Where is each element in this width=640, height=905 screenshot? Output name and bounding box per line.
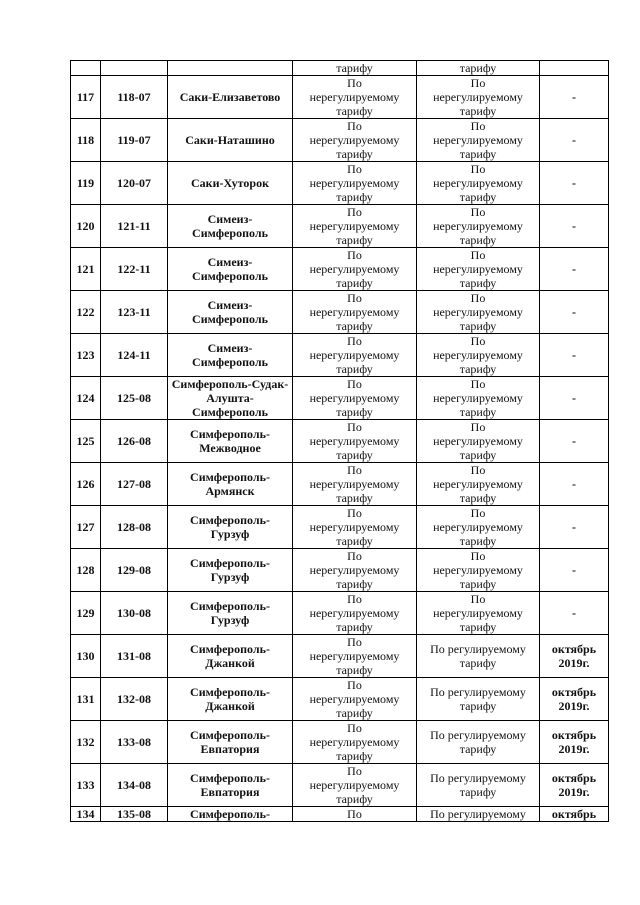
cell-line: Гурзуф — [210, 570, 250, 584]
cell-tariff-planned: тарифу — [417, 61, 540, 76]
cell-route-code: 132-08 — [101, 678, 168, 721]
cell-route-code: 119-07 — [101, 119, 168, 162]
cell-line: - — [572, 477, 576, 491]
cell-line: тарифу — [459, 362, 497, 376]
cell-line: Саки-Хуторок — [190, 176, 270, 190]
cell-line: нерегулируемому — [309, 520, 400, 534]
cell-line: Симферополь — [192, 355, 268, 369]
cell-tariff-current — [293, 463, 417, 506]
cell-line: По регулируемому — [430, 771, 526, 785]
cell-line: тарифу — [336, 362, 373, 376]
cell-date — [540, 592, 609, 635]
cell-line: Джанкой — [205, 656, 255, 670]
cell-route-name — [168, 764, 293, 807]
cell-route-name — [168, 248, 293, 291]
cell-line: По — [347, 377, 362, 391]
cell-route-code: 133-08 — [101, 721, 168, 764]
cell-route-code: 134-08 — [101, 764, 168, 807]
cell-line: По — [470, 420, 486, 434]
cell-line: тарифу — [336, 104, 373, 118]
cell-tariff-planned — [417, 334, 540, 377]
cell-tariff-current — [293, 119, 417, 162]
cell-line: октябрь — [551, 685, 597, 699]
cell-tariff-planned: По регулируемому — [417, 807, 540, 822]
cell-line: - — [572, 606, 576, 620]
cell-line: 2019г. — [558, 785, 590, 799]
cell-line: тарифу — [336, 792, 373, 806]
cell-route-name — [168, 721, 293, 764]
cell-route-code: 120-07 — [101, 162, 168, 205]
cell-line: - — [572, 90, 576, 104]
cell-line: тарифу — [336, 147, 373, 161]
cell-line: нерегулируемому — [309, 649, 400, 663]
cell-route-code — [101, 61, 168, 76]
cell-line: Саки-Елизаветово — [179, 90, 281, 104]
cell-tariff-current — [293, 721, 417, 764]
cell-line: Симферополь- — [190, 556, 270, 570]
table-row — [71, 635, 609, 678]
cell-line: тарифу — [336, 534, 373, 548]
cell-line: нерегулируемому — [433, 606, 523, 620]
cell-tariff-current — [293, 506, 417, 549]
cell-line: тарифу — [459, 534, 497, 548]
cell-line: По — [347, 162, 362, 176]
cell-tariff-planned — [417, 463, 540, 506]
cell-line: тарифу — [336, 663, 373, 677]
cell-line: Симеиз- — [207, 341, 253, 355]
cell-line: тарифу — [459, 448, 497, 462]
cell-date — [540, 377, 609, 420]
cell-tariff-planned — [417, 420, 540, 463]
cell-tariff-planned — [417, 162, 540, 205]
cell-line: По — [347, 635, 362, 649]
cell-line: - — [572, 133, 576, 147]
cell-route-name — [168, 420, 293, 463]
cell-line: По — [347, 248, 362, 262]
cell-tariff-current — [293, 549, 417, 592]
cell-line: нерегулируемому — [309, 391, 400, 405]
cell-line: Джанкой — [205, 699, 255, 713]
table-row — [71, 334, 609, 377]
cell-tariff-current — [293, 592, 417, 635]
cell-tariff-current — [293, 420, 417, 463]
cell-date — [540, 291, 609, 334]
cell-tariff-planned — [417, 506, 540, 549]
cell-tariff-planned — [417, 678, 540, 721]
cell-line: По — [470, 377, 486, 391]
cell-line: - — [572, 305, 576, 319]
cell-tariff-planned — [417, 549, 540, 592]
cell-line: тарифу — [459, 699, 497, 713]
cell-line: нерегулируемому — [309, 90, 400, 104]
table-row — [71, 420, 609, 463]
cell-line: нерегулируемому — [433, 520, 523, 534]
cell-route-code: 128-08 — [101, 506, 168, 549]
cell-line: По — [347, 291, 362, 305]
table-row — [71, 549, 609, 592]
cell-line: - — [572, 176, 576, 190]
cell-line: По — [347, 463, 362, 477]
cell-number: 127 — [71, 506, 101, 549]
cell-line: тарифу — [459, 577, 497, 591]
cell-line: По — [470, 592, 486, 606]
cell-line: По — [470, 334, 486, 348]
cell-number: 133 — [71, 764, 101, 807]
cell-line: нерегулируемому — [309, 262, 400, 276]
cell-line: октябрь — [551, 771, 597, 785]
cell-route-name — [168, 162, 293, 205]
cell-date — [540, 61, 609, 76]
cell-line: тарифу — [336, 491, 373, 505]
cell-route-code: 124-11 — [101, 334, 168, 377]
cell-date — [540, 420, 609, 463]
cell-line: - — [572, 434, 576, 448]
cell-line: октябрь — [551, 728, 597, 742]
cell-route-code: 121-11 — [101, 205, 168, 248]
cell-line: Симферополь- — [190, 771, 270, 785]
cell-line: Симферополь- — [190, 728, 270, 742]
cell-tariff-planned — [417, 205, 540, 248]
cell-route-name — [168, 506, 293, 549]
cell-tariff-current — [293, 205, 417, 248]
table-row — [71, 506, 609, 549]
cell-line: тарифу — [336, 706, 373, 720]
cell-number: 123 — [71, 334, 101, 377]
cell-line: нерегулируемому — [309, 692, 400, 706]
cell-route-name — [168, 76, 293, 119]
cell-route-name — [168, 205, 293, 248]
cell-line: тарифу — [336, 749, 373, 763]
cell-date — [540, 721, 609, 764]
cell-line: 2019г. — [558, 656, 590, 670]
cell-line: нерегулируемому — [309, 778, 400, 792]
cell-route-name — [168, 678, 293, 721]
cell-line: тарифу — [459, 620, 497, 634]
cell-line: Симферополь-Судак- — [171, 377, 289, 391]
cell-tariff-planned — [417, 592, 540, 635]
cell-route-code: 127-08 — [101, 463, 168, 506]
table-row — [71, 463, 609, 506]
cell-route-code: 131-08 — [101, 635, 168, 678]
cell-tariff-current — [293, 377, 417, 420]
cell-tariff-planned — [417, 721, 540, 764]
routes-table — [70, 60, 609, 822]
cell-line: нерегулируемому — [433, 391, 523, 405]
cell-line: По — [470, 76, 486, 90]
cell-line: По регулируемому — [430, 685, 526, 699]
cell-line: Симферополь — [192, 269, 268, 283]
cell-line: тарифу — [459, 742, 497, 756]
cell-line: Симферополь- — [190, 470, 270, 484]
cell-line: нерегулируемому — [309, 606, 400, 620]
cell-line: нерегулируемому — [309, 305, 400, 319]
cell-line: нерегулируемому — [309, 434, 400, 448]
cell-route-name — [168, 377, 293, 420]
cell-route-code: 130-08 — [101, 592, 168, 635]
cell-line: Симферополь- — [190, 427, 270, 441]
cell-line: По — [470, 162, 486, 176]
cell-line: Симферополь- — [190, 685, 270, 699]
cell-date — [540, 248, 609, 291]
cell-line: По — [347, 678, 362, 692]
cell-route-name: Симферополь- — [168, 807, 293, 822]
cell-line: нерегулируемому — [433, 348, 523, 362]
cell-line: Евпатория — [200, 785, 260, 799]
table-row — [71, 764, 609, 807]
cell-tariff-current — [293, 248, 417, 291]
cell-route-name — [168, 635, 293, 678]
table-row — [71, 377, 609, 420]
cell-number: 128 — [71, 549, 101, 592]
cell-line: тарифу — [459, 405, 497, 419]
cell-number: 126 — [71, 463, 101, 506]
cell-route-code: 123-11 — [101, 291, 168, 334]
cell-line: тарифу — [336, 577, 373, 591]
cell-number: 119 — [71, 162, 101, 205]
cell-route-code: 118-07 — [101, 76, 168, 119]
cell-number: 121 — [71, 248, 101, 291]
cell-line: По — [347, 76, 362, 90]
cell-line: По — [470, 205, 486, 219]
cell-line: Армянск — [205, 484, 255, 498]
cell-line: Саки-Наташино — [185, 133, 275, 147]
cell-line: нерегулируемому — [309, 477, 400, 491]
cell-date — [540, 162, 609, 205]
cell-number: 117 — [71, 76, 101, 119]
cell-line: По — [470, 549, 486, 563]
cell-route-code: 129-08 — [101, 549, 168, 592]
cell-line: нерегулируемому — [433, 434, 523, 448]
table-row — [71, 721, 609, 764]
cell-line: По — [347, 334, 362, 348]
cell-number: 125 — [71, 420, 101, 463]
cell-route-name — [168, 334, 293, 377]
table-row — [71, 807, 609, 822]
cell-line: тарифу — [336, 233, 373, 247]
cell-date — [540, 119, 609, 162]
cell-tariff-planned — [417, 377, 540, 420]
cell-number: 122 — [71, 291, 101, 334]
cell-line: тарифу — [459, 656, 497, 670]
cell-line: нерегулируемому — [433, 133, 523, 147]
cell-tariff-planned — [417, 764, 540, 807]
cell-line: Симеиз- — [207, 212, 253, 226]
cell-number: 134 — [71, 807, 101, 822]
cell-tariff-planned — [417, 76, 540, 119]
cell-tariff-current — [293, 764, 417, 807]
cell-line: тарифу — [336, 405, 373, 419]
table-row — [71, 76, 609, 119]
cell-route-code: 135-08 — [101, 807, 168, 822]
cell-date — [540, 76, 609, 119]
cell-line: По — [470, 248, 486, 262]
table-row — [71, 678, 609, 721]
cell-line: По — [347, 721, 362, 735]
cell-line: нерегулируемому — [433, 90, 523, 104]
cell-date — [540, 334, 609, 377]
cell-line: По — [347, 506, 362, 520]
cell-tariff-planned — [417, 119, 540, 162]
cell-line: 2019г. — [558, 742, 590, 756]
cell-line: тарифу — [459, 276, 497, 290]
cell-line: нерегулируемому — [433, 477, 523, 491]
table-row — [71, 205, 609, 248]
cell-route-name — [168, 592, 293, 635]
cell-line: Гурзуф — [210, 613, 250, 627]
cell-line: По регулируемому — [430, 728, 526, 742]
cell-number: 131 — [71, 678, 101, 721]
cell-tariff-planned — [417, 291, 540, 334]
cell-line: нерегулируемому — [433, 176, 523, 190]
cell-line: тарифу — [459, 233, 497, 247]
cell-line: тарифу — [459, 190, 497, 204]
cell-line: Межводное — [199, 441, 261, 455]
cell-line: нерегулируемому — [309, 348, 400, 362]
cell-line: тарифу — [336, 190, 373, 204]
cell-date — [540, 506, 609, 549]
cell-tariff-current — [293, 162, 417, 205]
cell-line: Евпатория — [200, 742, 260, 756]
cell-date — [540, 549, 609, 592]
cell-line: нерегулируемому — [433, 305, 523, 319]
cell-line: октябрь — [551, 642, 597, 656]
cell-line: тарифу — [459, 319, 497, 333]
cell-tariff-current: По — [293, 807, 417, 822]
cell-line: По — [470, 291, 486, 305]
cell-date: октябрь — [540, 807, 609, 822]
cell-route-code: 125-08 — [101, 377, 168, 420]
cell-line: По — [470, 506, 486, 520]
cell-number: 129 — [71, 592, 101, 635]
cell-line: тарифу — [336, 448, 373, 462]
cell-line: - — [572, 348, 576, 362]
cell-line: нерегулируемому — [309, 133, 400, 147]
cell-tariff-current — [293, 334, 417, 377]
routes-table-tail — [71, 807, 609, 822]
table-row — [71, 248, 609, 291]
cell-tariff-current — [293, 678, 417, 721]
cell-route-name — [168, 463, 293, 506]
cell-tariff-current: тарифу — [293, 61, 417, 76]
cell-line: По — [470, 119, 486, 133]
continued-row — [71, 61, 609, 76]
cell-line: - — [572, 219, 576, 233]
table-row — [71, 592, 609, 635]
routes-table-body — [71, 61, 609, 807]
cell-line: По — [347, 119, 362, 133]
cell-route-code: 122-11 — [101, 248, 168, 291]
cell-line: тарифу — [336, 319, 373, 333]
cell-date — [540, 635, 609, 678]
cell-number: 118 — [71, 119, 101, 162]
cell-number: 120 — [71, 205, 101, 248]
cell-line: нерегулируемому — [309, 176, 400, 190]
cell-line: Симферополь — [192, 226, 268, 240]
cell-line: По — [347, 549, 362, 563]
cell-line: Симферополь — [192, 405, 268, 419]
cell-line: Симеиз- — [207, 255, 253, 269]
cell-tariff-planned — [417, 635, 540, 678]
table-row — [71, 291, 609, 334]
cell-line: По — [347, 592, 362, 606]
cell-line: По — [347, 420, 362, 434]
cell-line: тарифу — [336, 620, 373, 634]
cell-tariff-current — [293, 76, 417, 119]
cell-date — [540, 764, 609, 807]
cell-line: тарифу — [336, 276, 373, 290]
cell-route-name — [168, 61, 293, 76]
cell-number: 124 — [71, 377, 101, 420]
cell-line: - — [572, 563, 576, 577]
cell-line: - — [572, 520, 576, 534]
cell-line: тарифу — [459, 147, 497, 161]
cell-line: нерегулируемому — [309, 735, 400, 749]
cell-line: - — [572, 262, 576, 276]
cell-date — [540, 205, 609, 248]
cell-line: - — [572, 391, 576, 405]
cell-number — [71, 61, 101, 76]
cell-route-name — [168, 291, 293, 334]
cell-line: нерегулируемому — [309, 563, 400, 577]
cell-number: 132 — [71, 721, 101, 764]
cell-line: Алушта- — [206, 391, 254, 405]
cell-line: По — [347, 764, 362, 778]
cell-line: Симферополь — [192, 312, 268, 326]
cell-line: тарифу — [459, 785, 497, 799]
cell-line: Симферополь- — [190, 642, 270, 656]
cell-number: 130 — [71, 635, 101, 678]
cell-line: тарифу — [459, 104, 497, 118]
table-row — [71, 119, 609, 162]
cell-line: тарифу — [459, 491, 497, 505]
cell-line: нерегулируемому — [433, 262, 523, 276]
cell-route-code: 126-08 — [101, 420, 168, 463]
cell-line: По — [470, 463, 486, 477]
cell-line: Симеиз- — [207, 298, 253, 312]
cell-date — [540, 678, 609, 721]
table-row — [71, 162, 609, 205]
cell-tariff-current — [293, 291, 417, 334]
cell-line: По регулируемому — [430, 642, 526, 656]
cell-route-name — [168, 549, 293, 592]
cell-tariff-planned — [417, 248, 540, 291]
cell-line: Симферополь- — [190, 599, 270, 613]
cell-line: Гурзуф — [210, 527, 250, 541]
cell-line: нерегулируемому — [433, 219, 523, 233]
cell-line: Симферополь- — [190, 513, 270, 527]
cell-date — [540, 463, 609, 506]
cell-tariff-current — [293, 635, 417, 678]
cell-line: 2019г. — [558, 699, 590, 713]
cell-line: нерегулируемому — [433, 563, 523, 577]
cell-line: По — [347, 205, 362, 219]
cell-route-name — [168, 119, 293, 162]
cell-line: нерегулируемому — [309, 219, 400, 233]
